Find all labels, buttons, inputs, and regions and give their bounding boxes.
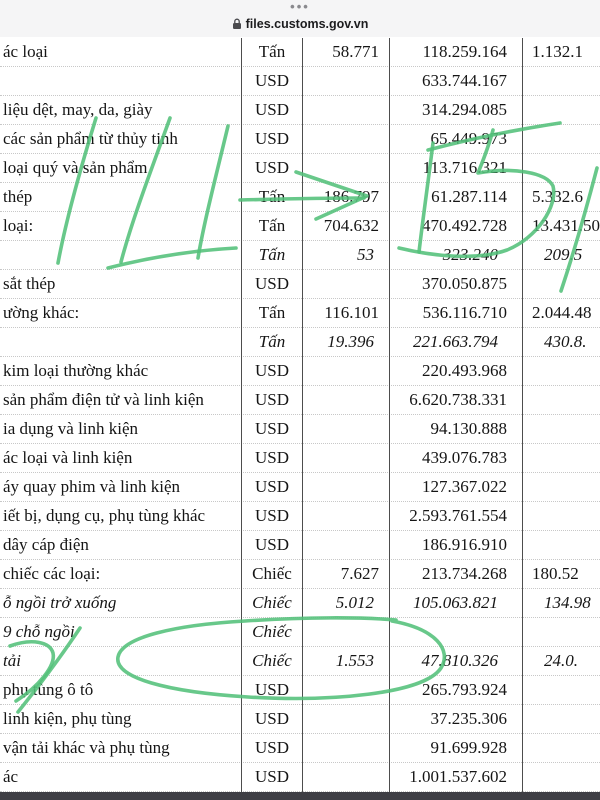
row-quantity — [303, 618, 389, 647]
row-value — [391, 618, 521, 647]
row-quantity — [303, 705, 389, 734]
row-quantity — [303, 531, 389, 560]
row-unit: USD — [254, 158, 289, 177]
row-value-2 — [523, 444, 600, 473]
table-row — [0, 67, 600, 96]
row-quantity — [303, 386, 389, 415]
row-unit: Tấn — [258, 216, 286, 235]
row-value: 37.235.306 — [430, 709, 507, 728]
row-name: phụ tùng ô tô — [3, 680, 94, 699]
row-name — [0, 328, 241, 357]
row-value-2: 5.332.6 — [532, 187, 583, 206]
row-value-2 — [523, 473, 600, 502]
browser-chrome — [0, 0, 600, 37]
row-quantity — [303, 270, 389, 299]
row-name: kim loại thường khác — [3, 361, 149, 380]
row-quantity — [303, 125, 389, 154]
row-value: 118.259.164 — [422, 42, 507, 61]
row-name: ác loại — [3, 42, 48, 61]
column-divider — [302, 38, 303, 792]
row-quantity — [303, 763, 389, 792]
column-divider — [389, 38, 390, 792]
row-unit: USD — [254, 709, 289, 728]
row-quantity — [303, 154, 389, 183]
table-row — [0, 618, 600, 647]
row-value-2 — [523, 763, 600, 792]
row-quantity — [303, 502, 389, 531]
table-bottom-border — [0, 792, 600, 800]
row-quantity — [303, 415, 389, 444]
row-unit: Chiếc — [252, 593, 292, 612]
table-row — [0, 125, 600, 154]
row-value-2 — [523, 502, 600, 531]
row-quantity — [303, 96, 389, 125]
row-unit: USD — [254, 274, 289, 293]
row-unit: USD — [254, 129, 289, 148]
row-value: 61.287.114 — [431, 187, 507, 206]
table-row — [0, 38, 600, 67]
row-quantity — [303, 734, 389, 763]
row-unit: Tấn — [258, 303, 286, 322]
row-unit: Chiếc — [252, 622, 292, 641]
table-row — [0, 299, 600, 328]
row-name: linh kiện, phụ tùng — [3, 709, 132, 728]
row-quantity: 186.797 — [323, 187, 379, 206]
lock-icon — [232, 18, 242, 30]
row-unit: Tấn — [258, 245, 286, 264]
customs-statistics-table — [0, 38, 600, 792]
address-bar[interactable] — [0, 14, 600, 34]
table-row — [0, 531, 600, 560]
row-unit: USD — [254, 361, 289, 380]
row-value-2 — [523, 154, 600, 183]
row-name — [0, 67, 241, 96]
row-value: 1.001.537.602 — [409, 767, 507, 786]
row-name — [0, 241, 241, 270]
row-value-2 — [523, 676, 600, 705]
row-unit: Chiếc — [252, 564, 292, 583]
row-name: thép — [3, 187, 33, 206]
row-name: ác — [3, 767, 19, 786]
table-row — [0, 415, 600, 444]
row-value: 536.116.710 — [422, 303, 507, 322]
row-value: 186.916.910 — [422, 535, 507, 554]
row-quantity — [303, 473, 389, 502]
row-name: ác loại và linh kiện — [3, 448, 133, 467]
row-value: 323.240 — [442, 245, 498, 264]
row-value-2 — [523, 415, 600, 444]
table-row — [0, 386, 600, 415]
table-row — [0, 96, 600, 125]
row-value-2: 134.98 — [544, 593, 591, 612]
row-value: 221.663.794 — [413, 332, 498, 351]
row-value: 220.493.968 — [422, 361, 507, 380]
table-row — [0, 473, 600, 502]
row-name: vận tải khác và phụ tùng — [3, 738, 170, 757]
row-value-2: 1.132.1 — [532, 42, 583, 61]
table-row — [0, 154, 600, 183]
table-row — [0, 763, 600, 792]
table-row — [0, 241, 600, 270]
row-value-2 — [523, 67, 600, 96]
row-name: iết bị, dụng cụ, phụ tùng khác — [3, 506, 206, 525]
row-value-2 — [523, 96, 600, 125]
table-row — [0, 734, 600, 763]
row-value: 94.130.888 — [430, 419, 507, 438]
column-divider — [522, 38, 523, 792]
row-name: chiếc các loại: — [3, 564, 101, 583]
row-value-2: 209.5 — [544, 245, 583, 264]
row-quantity: 5.012 — [335, 593, 374, 612]
row-value-2 — [523, 386, 600, 415]
row-unit: USD — [254, 71, 289, 90]
table-row — [0, 676, 600, 705]
row-value-2 — [523, 270, 600, 299]
row-name: dây cáp điện — [3, 535, 89, 554]
row-unit: USD — [254, 738, 289, 757]
row-quantity: 116.101 — [324, 303, 379, 322]
table-row — [0, 647, 600, 676]
row-value: 65.449.973 — [430, 129, 507, 148]
url-text: files.customs.gov.vn — [245, 17, 369, 31]
row-value: 370.050.875 — [422, 274, 507, 293]
row-unit: USD — [254, 506, 289, 525]
row-quantity — [303, 357, 389, 386]
row-quantity — [303, 67, 389, 96]
row-name: sắt thép — [3, 274, 56, 293]
row-value: 265.793.924 — [422, 680, 507, 699]
row-quantity: 7.627 — [340, 564, 379, 583]
row-unit: Tấn — [258, 332, 286, 351]
row-value: 2.593.761.554 — [409, 506, 507, 525]
row-name: loại quý và sản phẩm — [3, 158, 148, 177]
row-value-2: 2.044.48 — [532, 303, 592, 322]
row-value: 91.699.928 — [430, 738, 507, 757]
row-unit: USD — [254, 419, 289, 438]
row-value-2 — [523, 357, 600, 386]
row-value: 213.734.268 — [422, 564, 507, 583]
table-row — [0, 502, 600, 531]
row-name: ia dụng và linh kiện — [3, 419, 139, 438]
row-name: áy quay phim và linh kiện — [3, 477, 181, 496]
row-value-2: 24.0. — [544, 651, 578, 670]
table-row — [0, 705, 600, 734]
row-quantity: 704.632 — [323, 216, 379, 235]
row-name: sản phẩm điện tử và linh kiện — [3, 390, 204, 409]
row-value-2 — [523, 125, 600, 154]
column-divider — [241, 38, 242, 792]
row-value: 314.294.085 — [422, 100, 507, 119]
row-quantity: 1.553 — [335, 651, 374, 670]
row-unit: USD — [254, 535, 289, 554]
row-name: ường khác: — [3, 303, 80, 322]
row-value-2: 180.52 — [532, 564, 579, 583]
table-row — [0, 357, 600, 386]
row-unit: USD — [254, 390, 289, 409]
row-unit: Tấn — [258, 42, 286, 61]
row-name: tải — [3, 651, 21, 670]
row-quantity — [303, 444, 389, 473]
row-unit: USD — [254, 680, 289, 699]
row-value: 470.492.728 — [422, 216, 507, 235]
row-value-2 — [523, 618, 600, 647]
row-value-2: 430.8. — [544, 332, 587, 351]
row-quantity: 53 — [357, 245, 374, 264]
table-row — [0, 270, 600, 299]
row-name: 9 chỗ ngồi — [3, 622, 75, 641]
row-name: loại: — [3, 216, 34, 235]
row-value: 633.744.167 — [422, 71, 507, 90]
row-quantity: 19.396 — [327, 332, 374, 351]
row-value: 47.810.326 — [421, 651, 498, 670]
row-unit: Tấn — [258, 187, 286, 206]
row-unit: USD — [254, 767, 289, 786]
tab-overflow-dots[interactable]: ••• — [290, 0, 310, 14]
row-value: 439.076.783 — [422, 448, 507, 467]
row-unit: USD — [254, 100, 289, 119]
row-quantity — [303, 676, 389, 705]
table-row — [0, 444, 600, 473]
row-value-2 — [523, 531, 600, 560]
row-value: 105.063.821 — [413, 593, 498, 612]
table-row — [0, 589, 600, 618]
row-value: 6.620.738.331 — [409, 390, 507, 409]
table-row — [0, 328, 600, 357]
row-value: 127.367.022 — [422, 477, 507, 496]
row-name: liệu dệt, may, da, giày — [3, 100, 153, 119]
row-name: các sản phẩm từ thủy tinh — [3, 129, 178, 148]
table-row — [0, 560, 600, 589]
row-value: 113.716.321 — [422, 158, 507, 177]
table-row — [0, 183, 600, 212]
row-value-2 — [523, 705, 600, 734]
row-unit: USD — [254, 477, 289, 496]
row-unit: USD — [254, 448, 289, 467]
row-quantity: 58.771 — [332, 42, 379, 61]
row-name: ỗ ngồi trở xuống — [3, 593, 117, 612]
row-value-2: 13.431.50 — [532, 216, 600, 235]
row-value-2 — [523, 734, 600, 763]
table-row — [0, 212, 600, 241]
row-unit: Chiếc — [252, 651, 292, 670]
